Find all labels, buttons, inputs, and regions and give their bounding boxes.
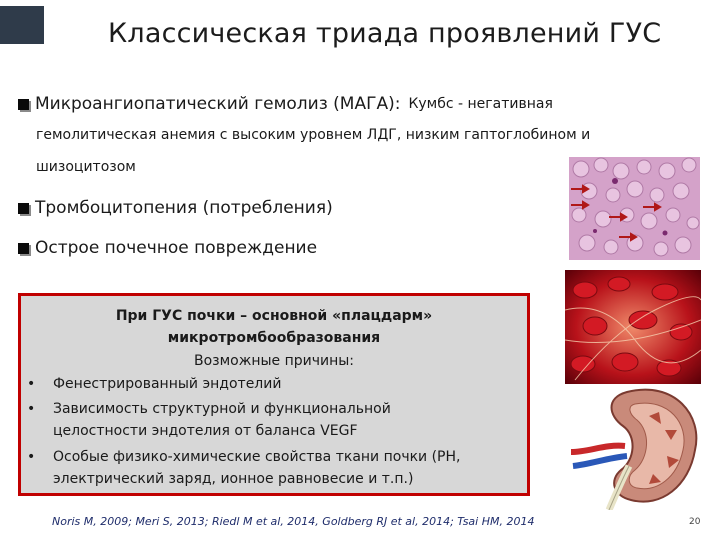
box-item-text: Фенестрированный эндотелий (53, 376, 282, 392)
box-item-text: Зависимость структурной и функциональной (53, 401, 391, 417)
box-title-line1: При ГУС почки – основной «плацдарм» (115, 308, 433, 324)
box-subtitle: Возможные причины: (193, 353, 355, 369)
page-number: 20 (689, 517, 701, 527)
box-list-item (27, 449, 460, 465)
bullet-maga-label: Микроангиопатический гемолиз (МАГА): (35, 94, 401, 114)
references: Noris M, 2009; Meri S, 2013; Riedl M et al, 2014, Goldberg RJ et al, 2014; Tsai HM, 2014 (52, 515, 535, 528)
bullet-maga-extra: Кумбс - негативная (408, 96, 553, 112)
square-bullet-icon (18, 243, 29, 254)
box-item-continuation: электрический заряд, ионное равновесие и т.п.) (53, 471, 414, 487)
bullet-dot-icon: • (27, 376, 36, 392)
bullet-dot-icon: • (27, 401, 36, 417)
bullet-maga-line2: гемолитическая анемия с высоким уровнем ЛДГ, низким гаптоглобином и (36, 127, 591, 143)
square-bullet-icon (18, 99, 29, 110)
square-bullet-icon (18, 203, 29, 214)
box-list-item (27, 376, 281, 392)
bullet-thrombocytopenia (18, 198, 333, 218)
slide-title: Классическая триада проявлений ГУС (108, 18, 662, 49)
red-blood-clot-image (565, 270, 701, 384)
box-item-continuation: целостности эндотелия от баланса VEGF (53, 423, 358, 439)
kidney-illustration (565, 386, 705, 510)
bullet-kidney-injury (18, 238, 317, 258)
bullet-thrombocytopenia-label: Тромбоцитопения (потребления) (35, 198, 333, 218)
box-list-item (27, 401, 391, 417)
header-accent-bar (0, 6, 44, 44)
bullet-kidney-injury-label: Острое почечное повреждение (35, 238, 318, 258)
bullet-maga (18, 94, 553, 114)
bullet-dot-icon: • (27, 449, 36, 465)
box-item-text: Особые физико-химические свойства ткани почки (РН, (53, 449, 461, 465)
info-box-causes (18, 293, 530, 496)
box-title-line2: микротромбообразования (167, 330, 381, 346)
bullet-maga-line3: шизоцитозом (36, 159, 136, 175)
blood-smear-image (569, 157, 700, 260)
